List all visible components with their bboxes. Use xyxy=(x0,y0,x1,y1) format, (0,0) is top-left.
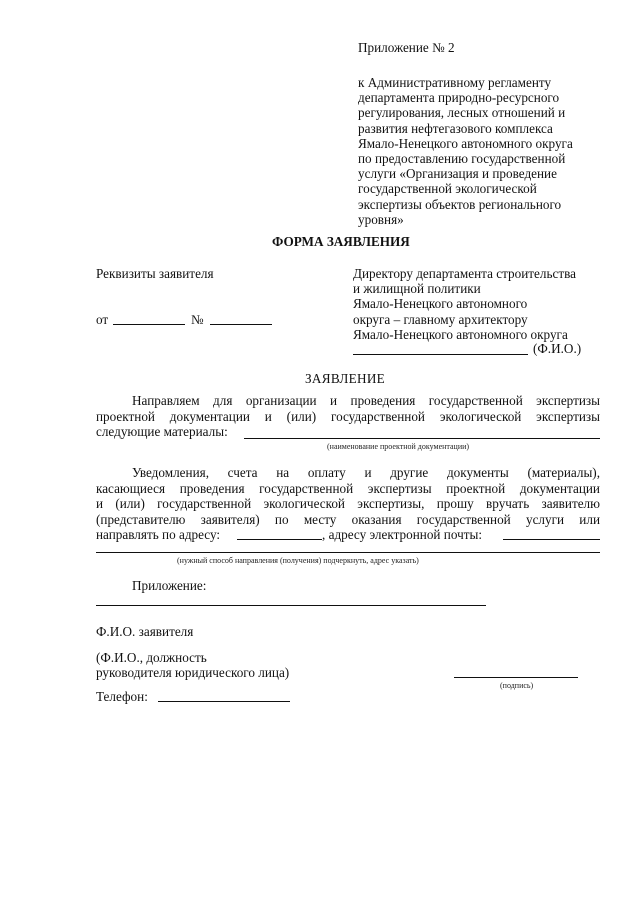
legal-entity-line: (Ф.И.О., должность xyxy=(96,650,207,665)
appendix-line: департамента природно-ресурсного xyxy=(358,90,560,106)
form-title: ФОРМА ЗАЯВЛЕНИЯ xyxy=(272,234,410,249)
appendix-line: Ямало-Ненецкого автономного округа xyxy=(358,135,573,151)
addressee-line: округа – главному архитектору xyxy=(353,311,528,327)
paragraph-line: Направляем для организации и проведения государственной экспертизы xyxy=(132,393,600,408)
appendix-line: по предоставлению государственной xyxy=(358,151,566,167)
delivery-method-hint: (нужный способ направления (получения) подчеркнуть, адрес указать) xyxy=(177,556,419,565)
phone-label: Телефон: xyxy=(96,689,148,704)
requisites-label: Реквизиты заявителя xyxy=(96,266,214,281)
statement-title: ЗАЯВЛЕНИЕ xyxy=(305,371,386,386)
paragraph-line: касающиеся проведения государственной экспертизы проектной документации xyxy=(96,480,600,496)
paragraph-line: и (или) государственной экологической экспертизы, прошу вручать заявителю xyxy=(96,496,600,512)
addressee-line: Директору департамента строительства xyxy=(353,266,576,281)
date-field[interactable] xyxy=(113,324,185,325)
materials-hint: (наименование проектной документации) xyxy=(327,442,470,451)
director-name-field[interactable] xyxy=(353,354,528,355)
fio-hint: (Ф.И.О.) xyxy=(533,341,582,356)
appendix-reference xyxy=(358,75,573,227)
appendix-line: уровня» xyxy=(358,211,404,227)
appendix-line: к Административному регламенту xyxy=(358,75,552,90)
address-field[interactable] xyxy=(237,539,322,540)
address-label: направлять по адресу: xyxy=(96,527,221,542)
paragraph-line: Уведомления, счета на оплату и другие документы (материалы), xyxy=(132,465,600,480)
addressee-line: и жилищной политики xyxy=(353,281,481,297)
attachment-label: Приложение: xyxy=(132,578,207,593)
paragraph-notifications xyxy=(96,465,600,527)
appendix-title: Приложение № 2 xyxy=(358,40,455,55)
addressee-line: Ямало-Ненецкого автономного округа xyxy=(353,326,568,342)
paragraph-line: проектной документации и (или) государственной экологической экспертизы xyxy=(96,408,600,424)
appendix-line: государственной экологической xyxy=(358,181,537,197)
email-field[interactable] xyxy=(503,539,600,540)
appendix-line: услуги «Организация и проведение xyxy=(358,166,557,182)
requisites-number-label: № xyxy=(191,312,204,327)
legal-entity-line: руководителя юридического лица) xyxy=(96,665,290,681)
appendix-line: развития нефтегазового комплекса xyxy=(358,120,553,136)
attachment-field[interactable] xyxy=(96,605,486,606)
email-label: , адресу электронной почты: xyxy=(322,527,482,542)
phone-field[interactable] xyxy=(158,701,290,702)
applicant-fio-label: Ф.И.О. заявителя xyxy=(96,624,194,639)
appendix-line: регулирования, лесных отношений и xyxy=(358,105,566,121)
addressee-block xyxy=(353,266,576,342)
legal-entity-block xyxy=(96,650,289,680)
materials-field[interactable] xyxy=(244,438,600,439)
addressee-line: Ямало-Ненецкого автономного xyxy=(353,296,528,312)
paragraph-materials xyxy=(96,393,600,440)
address-continuation-field[interactable] xyxy=(96,552,600,553)
appendix-line: экспертизы объектов регионального xyxy=(358,196,562,212)
paragraph-line: следующие материалы: xyxy=(96,424,228,440)
paragraph-line: (представителю заявителя) по месту оказания государственной услуги или xyxy=(96,511,600,527)
signature-hint: (подпись) xyxy=(500,681,534,690)
signature-field[interactable] xyxy=(454,677,578,678)
number-field[interactable] xyxy=(210,324,272,325)
requisites-from-label: от xyxy=(96,312,109,327)
